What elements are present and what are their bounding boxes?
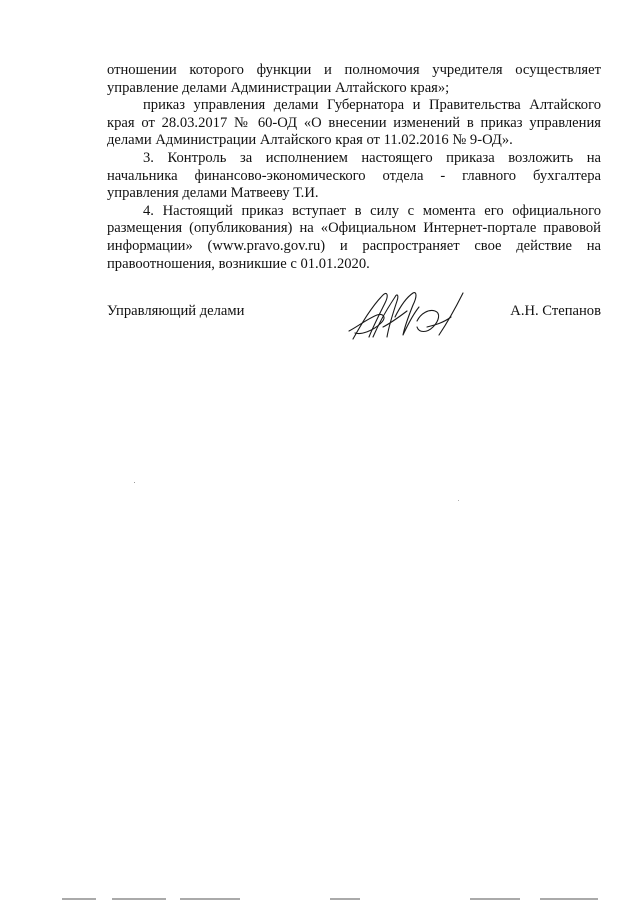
paragraph-continuation: отношении которого функции и полномочия учредителя осуществляет управление делами Администрации Алтайского края»; (107, 62, 601, 96)
paragraph-item-4-effective-date: 4. Настоящий приказ вступает в силу с момента его официального размещения (опубликования) на «Официальном Интернет-портале правовой информации» (www.pravo.gov.ru) и распространяет свое действие на правоотношения, возникшие с 01.01.2020. (107, 202, 601, 272)
signer-position-title: Управляющий делами (107, 303, 245, 319)
paragraph-item-3-control: 3. Контроль за исполнением настоящего приказа возложить на начальника финансово-экономического отдела - главного бухгалтера управления делами Матвееву Т.И. (107, 149, 601, 202)
paragraph-prikaz-reference: приказ управления делами Губернатора и Правительства Алтайского края от 28.03.2017 № 60-ОД «О внесении изменений в приказ управления делами Администрации Алтайского края от 11.02.2016 № 9-ОД». (107, 97, 601, 149)
handwritten-signature (343, 287, 471, 347)
document-body (107, 62, 601, 273)
signer-name: А.Н. Степанов (510, 303, 601, 319)
signature-block (107, 303, 601, 363)
